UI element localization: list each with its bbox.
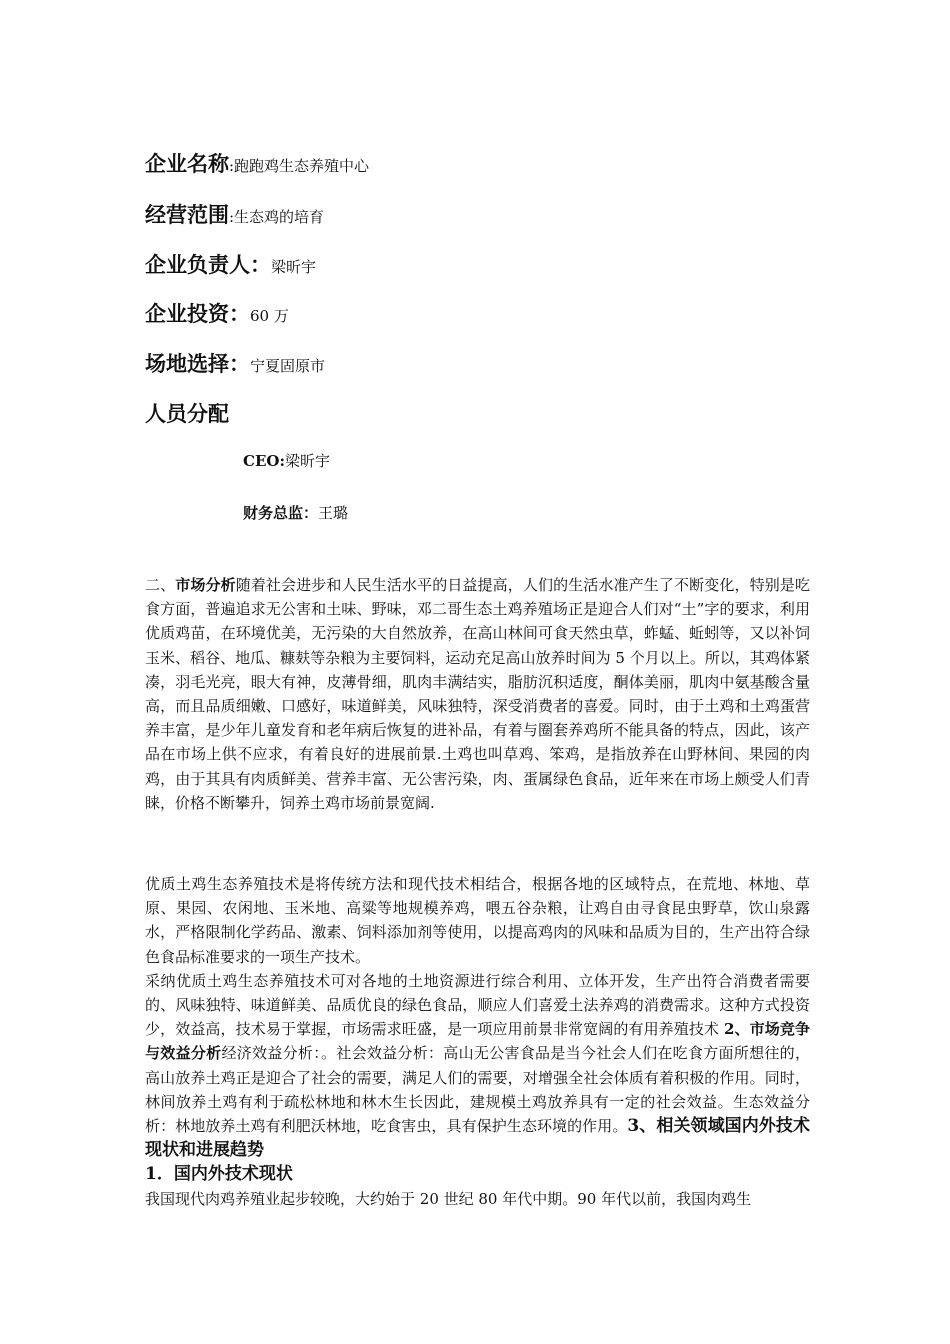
section-3-title: 3、相关领域国内外技术现状和进展趋势 <box>145 1116 810 1161</box>
business-scope-row <box>145 199 324 229</box>
market-analysis-text: 随着社会进步和人民生活水平的日益提高，人们的生活水准产生了不断变化，特别是吃食方面，普遍追求无公害和土味、野味，邓二哥生态土鸡养殖场正是迎合人们对“土”字的要求，利用优质鸡苗，在环境优美，无污染的大自然放养，在高山林间可食天然虫草，蚱蜢、蚯蚓等，又以补饲玉米、稻谷、地瓜、糠麸等杂粮为主要饲料，运动充足高山放养时间为 5 个月以上。所以，其鸡体紧凑，羽毛光亮，眼大有神，皮薄骨细，肌肉丰满结实，脂肪沉积适度，酮体美丽，肌肉中氨基酸含量高，而且品质细嫩、口感好，味道鲜美，风味独特，深受消费者的喜爱。同时，由于土鸡和土鸡蛋营养丰富，是少年儿童发育和老年病后恢复的进补品，有着与圈套养鸡所不能具备的特点，因此，该产品在市场上供不应求，有着良好的进展前景.土鸡也叫草鸡、笨鸡，是指放养在山野林间、果园的肉鸡，由于其具有肉质鲜美、营养丰富、无公害污染，肉、蛋属绿色食品，近年来在市场上颇受人们青睐，价格不断攀升，饲养土鸡市场前景宽阔. <box>145 576 810 812</box>
cfo-value: 王璐 <box>318 504 349 522</box>
ceo-row <box>243 450 330 471</box>
cfo-label: 财务总监： <box>243 504 319 522</box>
site-row <box>145 348 325 378</box>
tech-paragraph-3: 我国现代肉鸡养殖业起步较晚，大约始于 20 世纪 80 年代中期。90 年代以前，我国肉鸡生 <box>145 1189 752 1208</box>
staff-heading-row <box>145 398 229 428</box>
manager-label: 企业负责人： <box>145 253 271 277</box>
investment-value: 60 万 <box>250 307 289 325</box>
site-label: 场地选择： <box>145 352 250 376</box>
market-analysis-paragraph <box>145 573 810 815</box>
site-value: 宁夏固原市 <box>250 357 326 375</box>
company-name-row <box>145 148 369 178</box>
business-scope-value: :生态鸡的培育 <box>229 208 325 226</box>
ceo-label: CEO: <box>243 452 285 470</box>
manager-value: 梁昕宇 <box>271 258 317 276</box>
company-name-value: :跑跑鸡生态养殖中心 <box>229 157 370 175</box>
market-prefix: 二、 <box>145 576 176 594</box>
section-2-title: 2、市场竞争与效益分析 <box>145 1020 810 1063</box>
manager-row <box>145 249 316 279</box>
tech-paragraph-2-text-a: 采纳优质土鸡生态养殖技术可对各地的土地资源进行综合利用、立体开发，生产出符合消费者需要的、风味独特、味道鲜美、品质优良的绿色食品，顺应人们喜爱土法养鸡的消费需求。这种方式投资少，效益高，技术易于掌握，市场需求旺盛，是一项应用前景非常宽阔的有用养殖技术 <box>145 971 810 1039</box>
business-scope-label: 经营范围 <box>145 203 229 227</box>
investment-label: 企业投资： <box>145 302 250 326</box>
ceo-value: 梁昕宇 <box>284 452 330 470</box>
subsection-1-title: 1．国内外技术现状 <box>145 1164 293 1185</box>
investment-row <box>145 298 289 328</box>
tech-paragraph-2-text-b: 经济效益分析：。社会效益分析：高山无公害食品是当今社会人们在吃食方面所想往的，高山放养土鸡正是迎合了社会的需要，满足人们的需要，对增强全社会体质有着积极的作用。同时，林间放养土鸡有利于疏松林地和林木生长因此，建规模土鸡放养具有一定的社会效益。生态效益分析：林地放养土鸡有利肥沃林地，吃食害虫，具有保护生态环境的作用。 <box>145 1044 810 1136</box>
tech-section <box>145 872 810 1211</box>
market-analysis-title: 市场分析 <box>175 576 236 594</box>
tech-paragraph-2 <box>145 969 810 1163</box>
company-name-label: 企业名称 <box>145 152 229 176</box>
cfo-row <box>243 502 348 523</box>
staff-heading: 人员分配 <box>145 402 229 426</box>
tech-paragraph-1: 优质土鸡生态养殖技术是将传统方法和现代技术相结合，根据各地的区域特点，在荒地、林地、草原、果园、农闲地、玉米地、高粱等地规模养鸡，喂五谷杂粮，让鸡自由寻食昆虫野草，饮山泉露水，严格限制化学药品、激素、饲料添加剂等使用，以提高鸡肉的风味和品质为目的，生产出符合绿色食品标准要求的一项生产技术。 <box>145 875 810 966</box>
